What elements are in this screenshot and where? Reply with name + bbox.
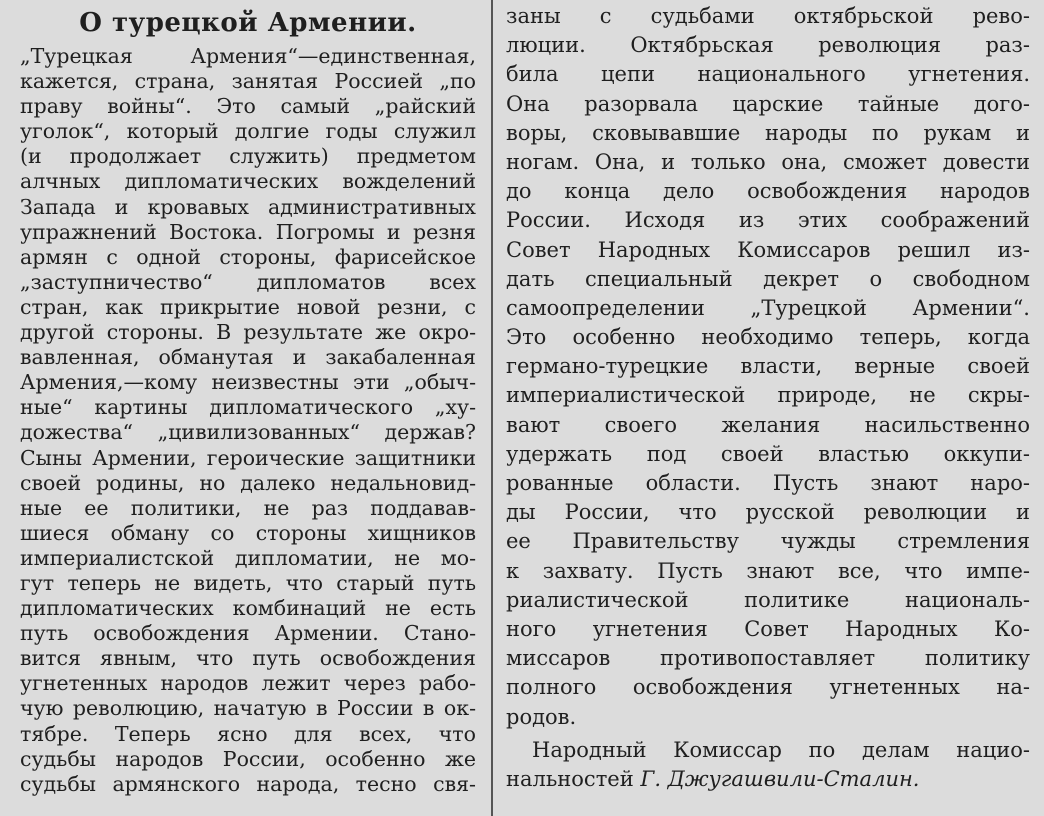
signature-line-1: Народный Комиссар по делам нацио-: [532, 737, 1030, 762]
text-line: била цепи национального угнетения.: [506, 62, 1030, 87]
text-line: (и продолжает служить) предметом: [20, 144, 476, 169]
text-line: армян с одной стороны, фарисейское: [20, 244, 476, 269]
text-line: к захвату. Пусть знают все, что импе-: [506, 558, 1030, 583]
text-line: другой стороны. В результате же окро-: [20, 320, 476, 345]
text-line: воры, сковывавшие народы по рукам и: [506, 120, 1030, 145]
text-line: Сыны Армении, героические защитники: [20, 445, 476, 470]
text-line: Совет Народных Комиссаров решил из-: [506, 237, 1030, 262]
text-line: империалистской дипломатии, не мо-: [20, 545, 476, 570]
text-line: шиеся обману со стороны хищников: [20, 520, 476, 545]
text-line: империалистической природе, не скры-: [506, 383, 1030, 408]
text-line: ного угнетения Совет Народных Ко-: [506, 616, 1030, 641]
text-line: России. Исходя из этих соображений: [506, 208, 1030, 233]
text-line: люции. Октябрьская революция раз-: [506, 33, 1030, 58]
text-line: своей родины, но далеко недальновид-: [20, 470, 476, 495]
signature-prefix: нальностей: [506, 766, 641, 791]
text-line: праву войны“. Это самый „райский: [20, 94, 476, 119]
text-line: заны с судьбами октябрьской рево-: [506, 4, 1030, 28]
text-line: Она разорвала царские тайные дого-: [506, 91, 1030, 116]
text-line: Запада и кровавых административных: [20, 194, 476, 219]
text-line: ные“ картины дипломатического „ху-: [20, 395, 476, 420]
text-line: ее Правительству чужды стремления: [506, 529, 1030, 554]
text-line: стран, как прикрытие новой резни, с: [20, 294, 476, 319]
text-line: родов.: [506, 704, 577, 729]
text-line: упражнений Востока. Погромы и резня: [20, 219, 476, 244]
left-column: [0, 0, 490, 797]
text-line: ды России, что русской революции и: [506, 500, 1030, 525]
text-line: вают своего желания насильственно: [506, 412, 1030, 437]
signature-name: Г. Джугашвили-Сталин.: [640, 766, 920, 791]
text-line: гут теперь не видеть, что старый путь: [20, 570, 476, 595]
text-line: „заступничество“ дипломатов всех: [20, 269, 476, 294]
text-line: алчных дипломатических вожделений: [20, 169, 476, 194]
text-line: судьбы народов России, особенно же: [20, 746, 476, 771]
text-line: германо-турецкие власти, верные своей: [506, 354, 1030, 379]
text-line: дать специальный декрет о свободном: [506, 266, 1030, 291]
left-column-text: [20, 44, 476, 797]
text-line: судьбы армянского народа, тесно свя-: [20, 771, 476, 796]
text-line: дипломатических комбинаций не есть: [20, 596, 476, 621]
text-line: полного освобождения угнетенных на-: [506, 675, 1030, 700]
text-line: рованные области. Пусть знают наро-: [506, 471, 1030, 495]
text-line: угнетенных народов лежит через рабо-: [20, 671, 476, 696]
text-line: вавленная, обманутая и закабаленная: [20, 345, 476, 370]
text-line: ногам. Она, и только она, сможет довести: [506, 149, 1030, 174]
column-divider: [491, 0, 493, 816]
text-line: Армения,—кому неизвестны эти „обыч-: [20, 370, 476, 395]
text-line: дожества“ „цивилизованных“ держав?: [20, 420, 476, 445]
signature-line-2: [506, 765, 1030, 794]
text-line: риалистической политике националь-: [506, 587, 1030, 612]
text-line: ные ее политики, не раз поддавав-: [20, 495, 476, 520]
right-column-text: [506, 2, 1030, 732]
text-line: тябре. Теперь ясно для всех, что: [20, 721, 476, 746]
text-line: „Турецкая Армения“—единственная,: [20, 44, 476, 68]
text-line: чую революцию, начатую в России в ок-: [20, 696, 476, 721]
text-line: кажется, страна, занятая Россией „по: [20, 69, 476, 94]
text-line: Это особенно необходимо теперь, когда: [506, 325, 1030, 350]
signature-block: [506, 736, 1030, 794]
right-column: [498, 0, 1044, 794]
text-line: миссаров противопоставляет политику: [506, 646, 1030, 671]
text-line: вится явным, что путь освобождения: [20, 646, 476, 671]
text-line: самоопределении „Турецкой Армении“.: [506, 295, 1030, 320]
text-line: уголок“, который долгие годы служил: [20, 119, 476, 144]
text-line: удержать под своей властью оккупи-: [506, 441, 1030, 466]
text-line: путь освобождения Армении. Стано-: [20, 621, 476, 646]
article-title: О турецкой Армении.: [79, 8, 417, 38]
text-line: до конца дело освобождения народов: [506, 179, 1030, 204]
